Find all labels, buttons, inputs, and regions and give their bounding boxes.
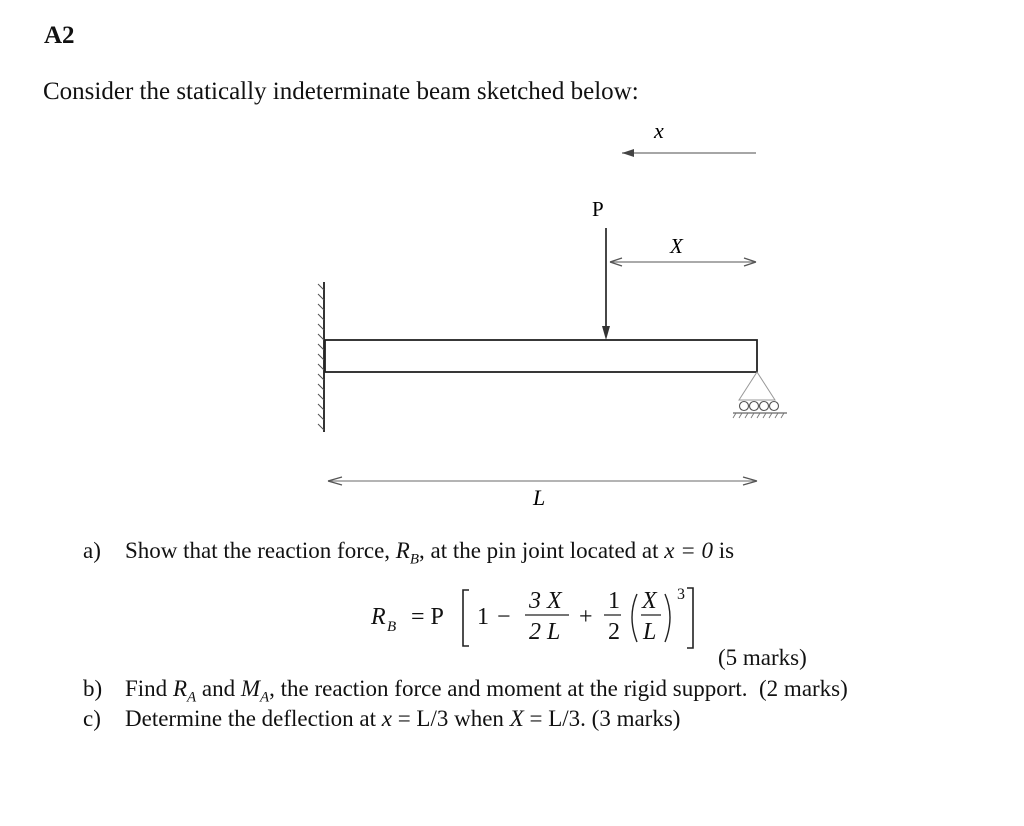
formula-plus: + (579, 604, 593, 630)
part-a (83, 538, 734, 569)
part-c (83, 706, 680, 732)
part-a-marks: (5 marks) (718, 645, 807, 670)
load-arrow (602, 228, 610, 340)
span-dimension (328, 477, 757, 485)
left-paren (632, 594, 637, 642)
inner-den: L (643, 619, 657, 645)
load-offset-dimension (610, 258, 756, 266)
ra-symbol: R (172, 676, 187, 701)
load-label: P (592, 197, 604, 221)
frac2-den: 2 (608, 619, 620, 645)
part-c-x: x (381, 706, 392, 731)
part-a-tag: a) (83, 538, 101, 563)
frac1-den: 2 L (529, 619, 561, 645)
rb-formula (365, 582, 735, 652)
right-paren (665, 594, 670, 642)
part-c-X: X (509, 706, 524, 731)
part-b-marks: (2 marks) (759, 676, 848, 701)
rb-subscript: B (409, 551, 419, 568)
fixed-support (318, 282, 324, 432)
rb-symbol: R (395, 538, 410, 563)
part-b (83, 676, 848, 707)
ra-subscript: A (187, 689, 197, 706)
part-b-tag: b) (83, 676, 103, 701)
beam (325, 340, 757, 372)
part-c-marks: . (3 marks) (580, 706, 681, 731)
load-offset-label: X (670, 234, 683, 258)
right-bracket (687, 588, 693, 648)
formula-one: 1 (477, 604, 489, 630)
part-b-text-1: Find (125, 676, 173, 701)
ma-symbol: M (240, 676, 261, 701)
part-c-when: when (448, 706, 510, 731)
part-a-text-1: Show that the reaction force, (125, 538, 396, 563)
roller-support (733, 372, 787, 418)
formula-power: 3 (677, 586, 685, 603)
part-c-text-1: Determine the deflection at (125, 706, 382, 731)
question-number: A2 (44, 22, 75, 49)
part-a-text-3: is (712, 538, 735, 563)
ma-subscript: A (260, 689, 270, 706)
x-axis-arrow (622, 149, 756, 157)
part-a-text-2: , at the pin joint located at (418, 538, 665, 563)
part-b-text-2: , the reaction force and moment at the rigid support. (269, 676, 748, 701)
x-axis-label: x (654, 118, 664, 143)
intro-text: Consider the statically indeterminate beam sketched below: (43, 78, 639, 105)
formula-eq: = P (411, 604, 444, 630)
part-c-val1: = L/3 (391, 706, 449, 731)
formula-minus: − (497, 604, 511, 630)
formula-lhs-sub: B (387, 619, 397, 635)
part-a-location: x = 0 (664, 538, 713, 563)
inner-num: X (642, 588, 657, 614)
left-bracket (463, 590, 469, 646)
part-b-and: and (196, 676, 241, 701)
frac2-num: 1 (608, 588, 620, 614)
frac1-num: 3 X (529, 588, 562, 614)
span-label: L (533, 485, 546, 510)
part-c-tag: c) (83, 706, 101, 731)
formula-lhs: R (371, 604, 386, 630)
part-c-val2: = L/3 (523, 706, 581, 731)
